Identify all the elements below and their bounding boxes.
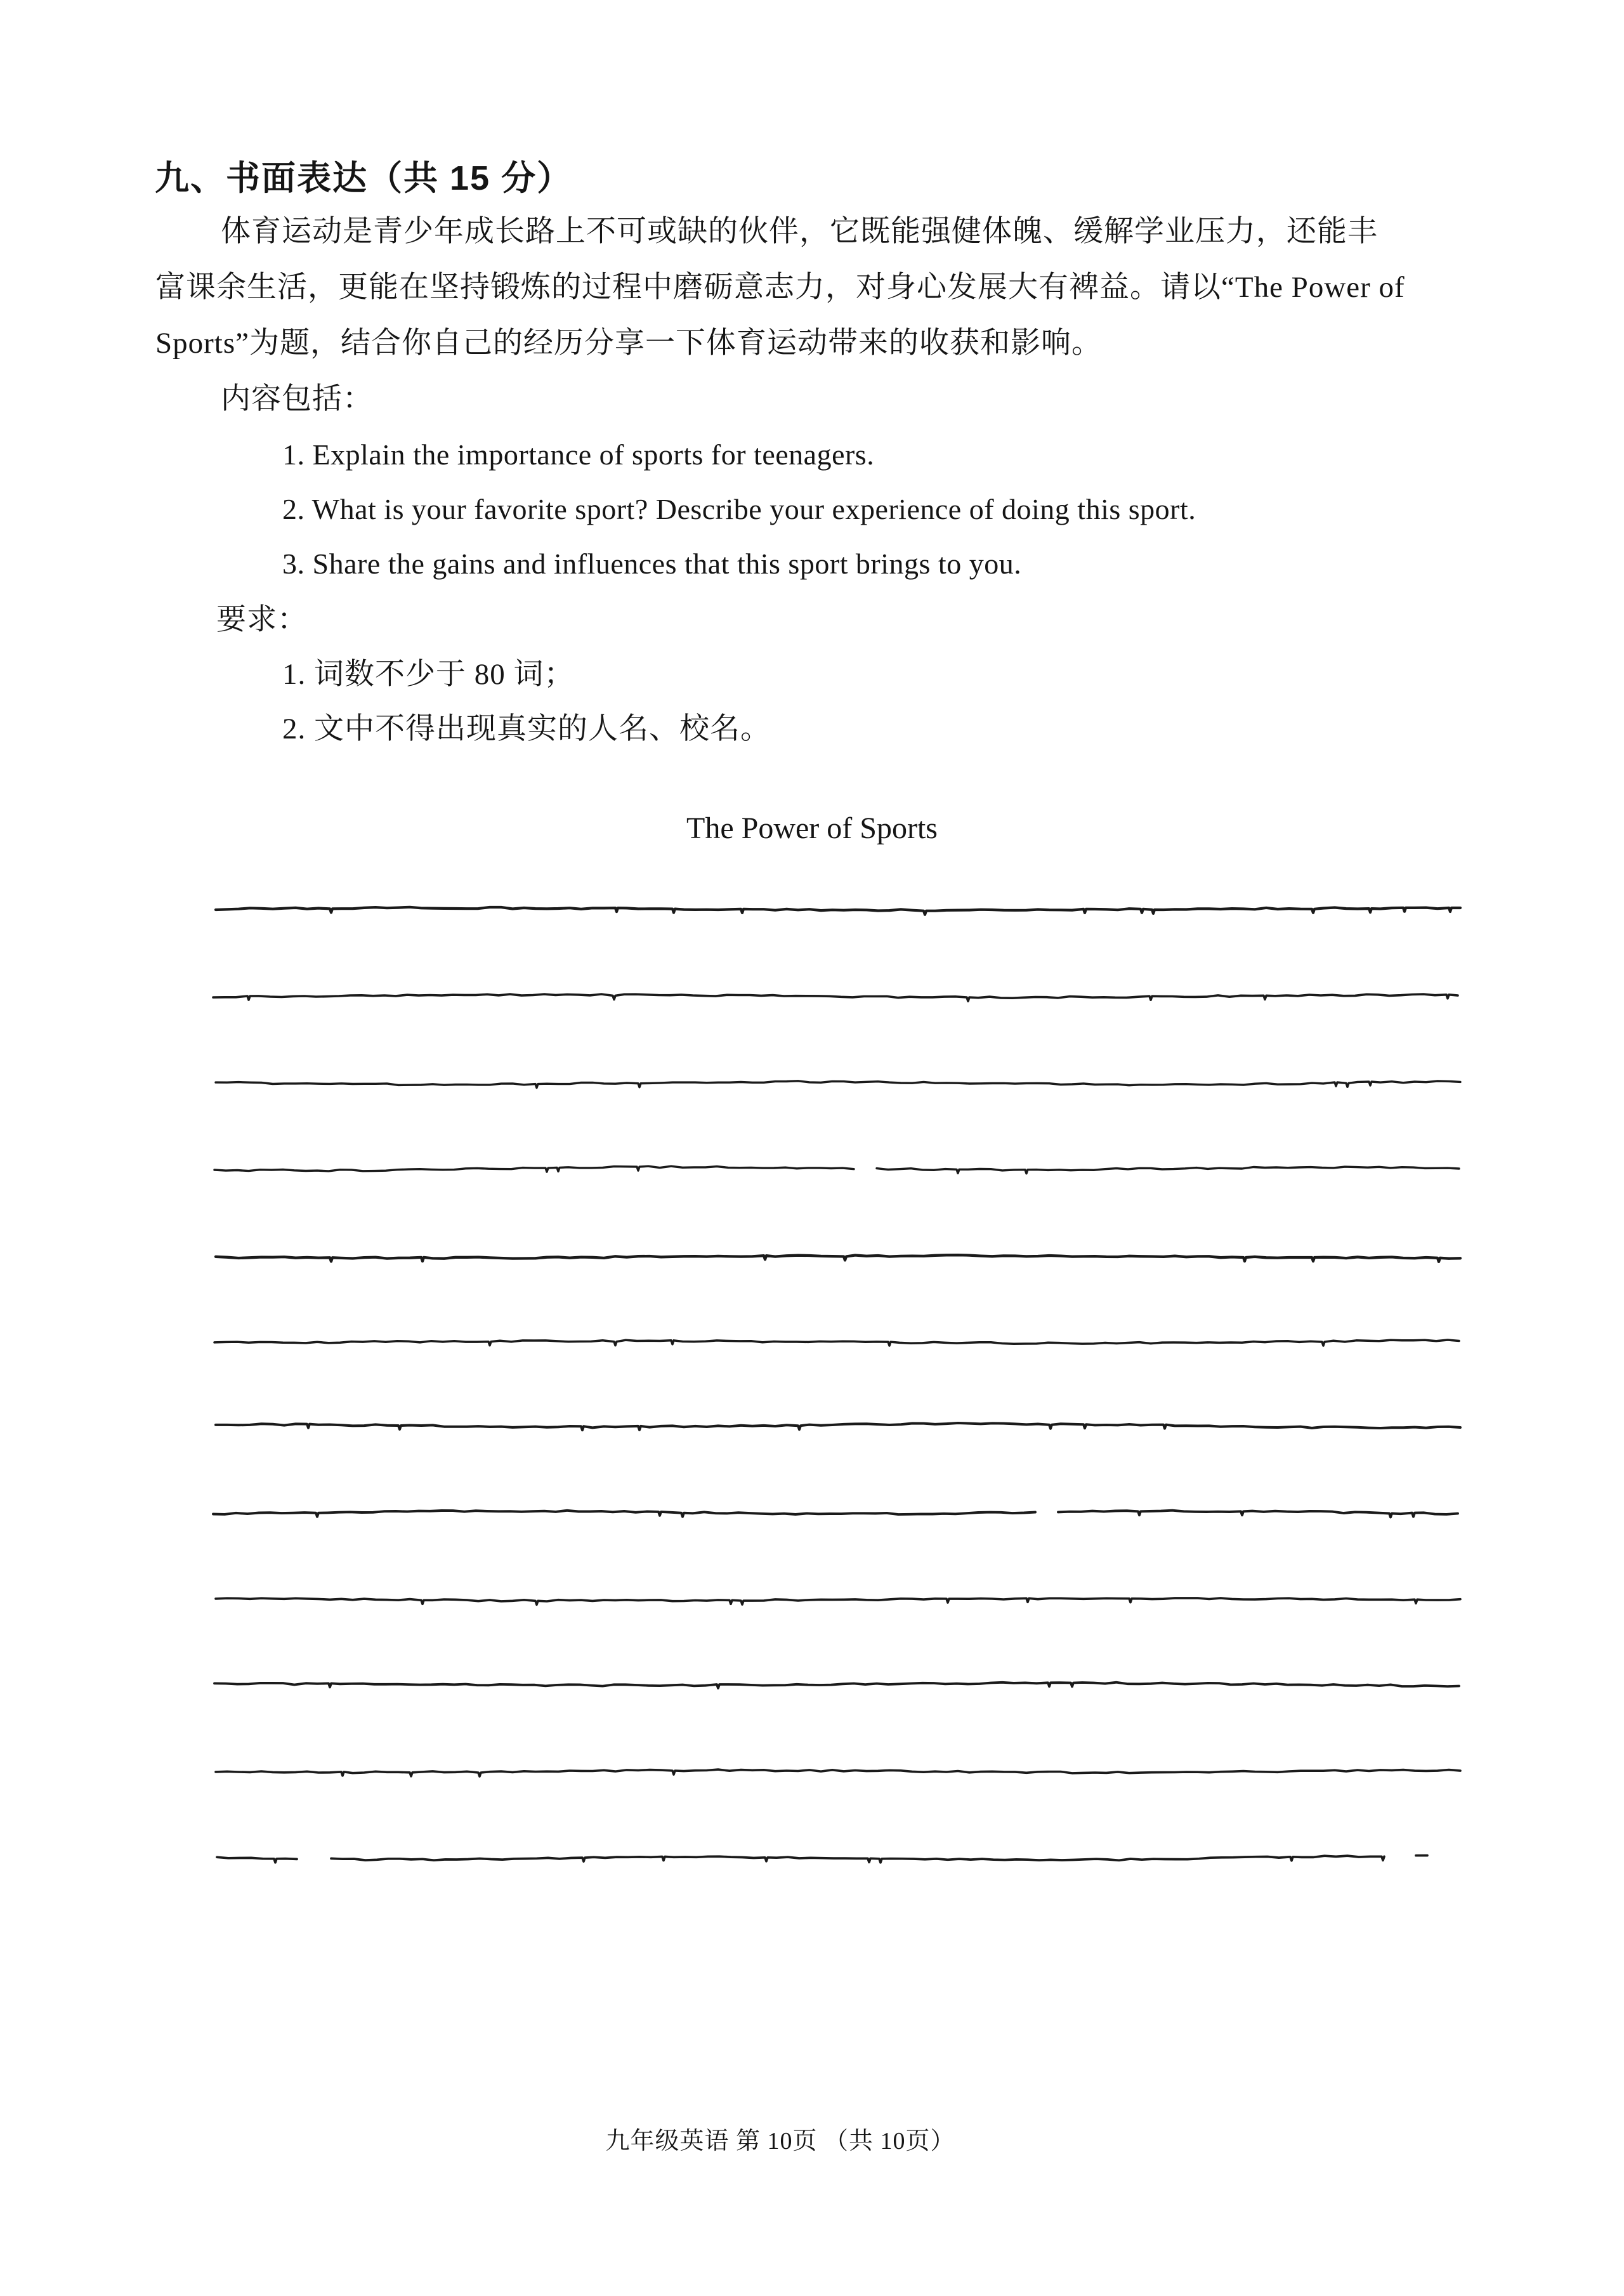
- section-heading: 九、书面表达（共 15 分）: [155, 159, 573, 197]
- content-point-2: 2. What is your favorite sport? Describe your experience of doing this sport.: [282, 493, 1196, 525]
- writing-line: [216, 1598, 1460, 1604]
- prompt-line-1: 体育运动是青少年成长路上不可或缺的伙伴，它既能强健体魄、缓解学业压力，还能丰: [221, 215, 1378, 248]
- requirement-1: 1. 词数不少于 80 词；: [282, 658, 575, 691]
- essay-title: The Power of Sports: [686, 811, 938, 845]
- prompt-line-3: Sports”为题，结合你自己的经历分享一下体育运动带来的收获和影响。: [155, 327, 1102, 360]
- writing-line: [217, 1856, 1427, 1863]
- writing-line: [216, 1255, 1460, 1262]
- requirements-label: 要求：: [216, 603, 308, 636]
- writing-line: [216, 1769, 1460, 1776]
- writing-line: [216, 1081, 1460, 1088]
- content-point-1: 1. Explain the importance of sports for teenagers.: [282, 438, 875, 471]
- writing-line: [216, 1423, 1460, 1430]
- writing-line: [214, 1340, 1459, 1346]
- writing-line: [214, 1683, 1459, 1688]
- writing-line: [213, 1511, 1458, 1518]
- prompt-line-2: 富课余生活，更能在坚持锻炼的过程中磨砺意志力，对身心发展大有裨益。请以“The Power of: [155, 271, 1405, 304]
- writing-line: [213, 994, 1458, 1001]
- content-label: 内容包括：: [221, 383, 373, 416]
- content-point-3: 3. Share the gains and influences that this sport brings to you.: [282, 548, 1022, 580]
- requirement-2: 2. 文中不得出现真实的人名、校名。: [282, 712, 771, 745]
- page-footer: 九年级英语 第 10页 （共 10页）: [605, 2128, 955, 2155]
- writing-line: [214, 1166, 1459, 1174]
- writing-line: [216, 907, 1460, 915]
